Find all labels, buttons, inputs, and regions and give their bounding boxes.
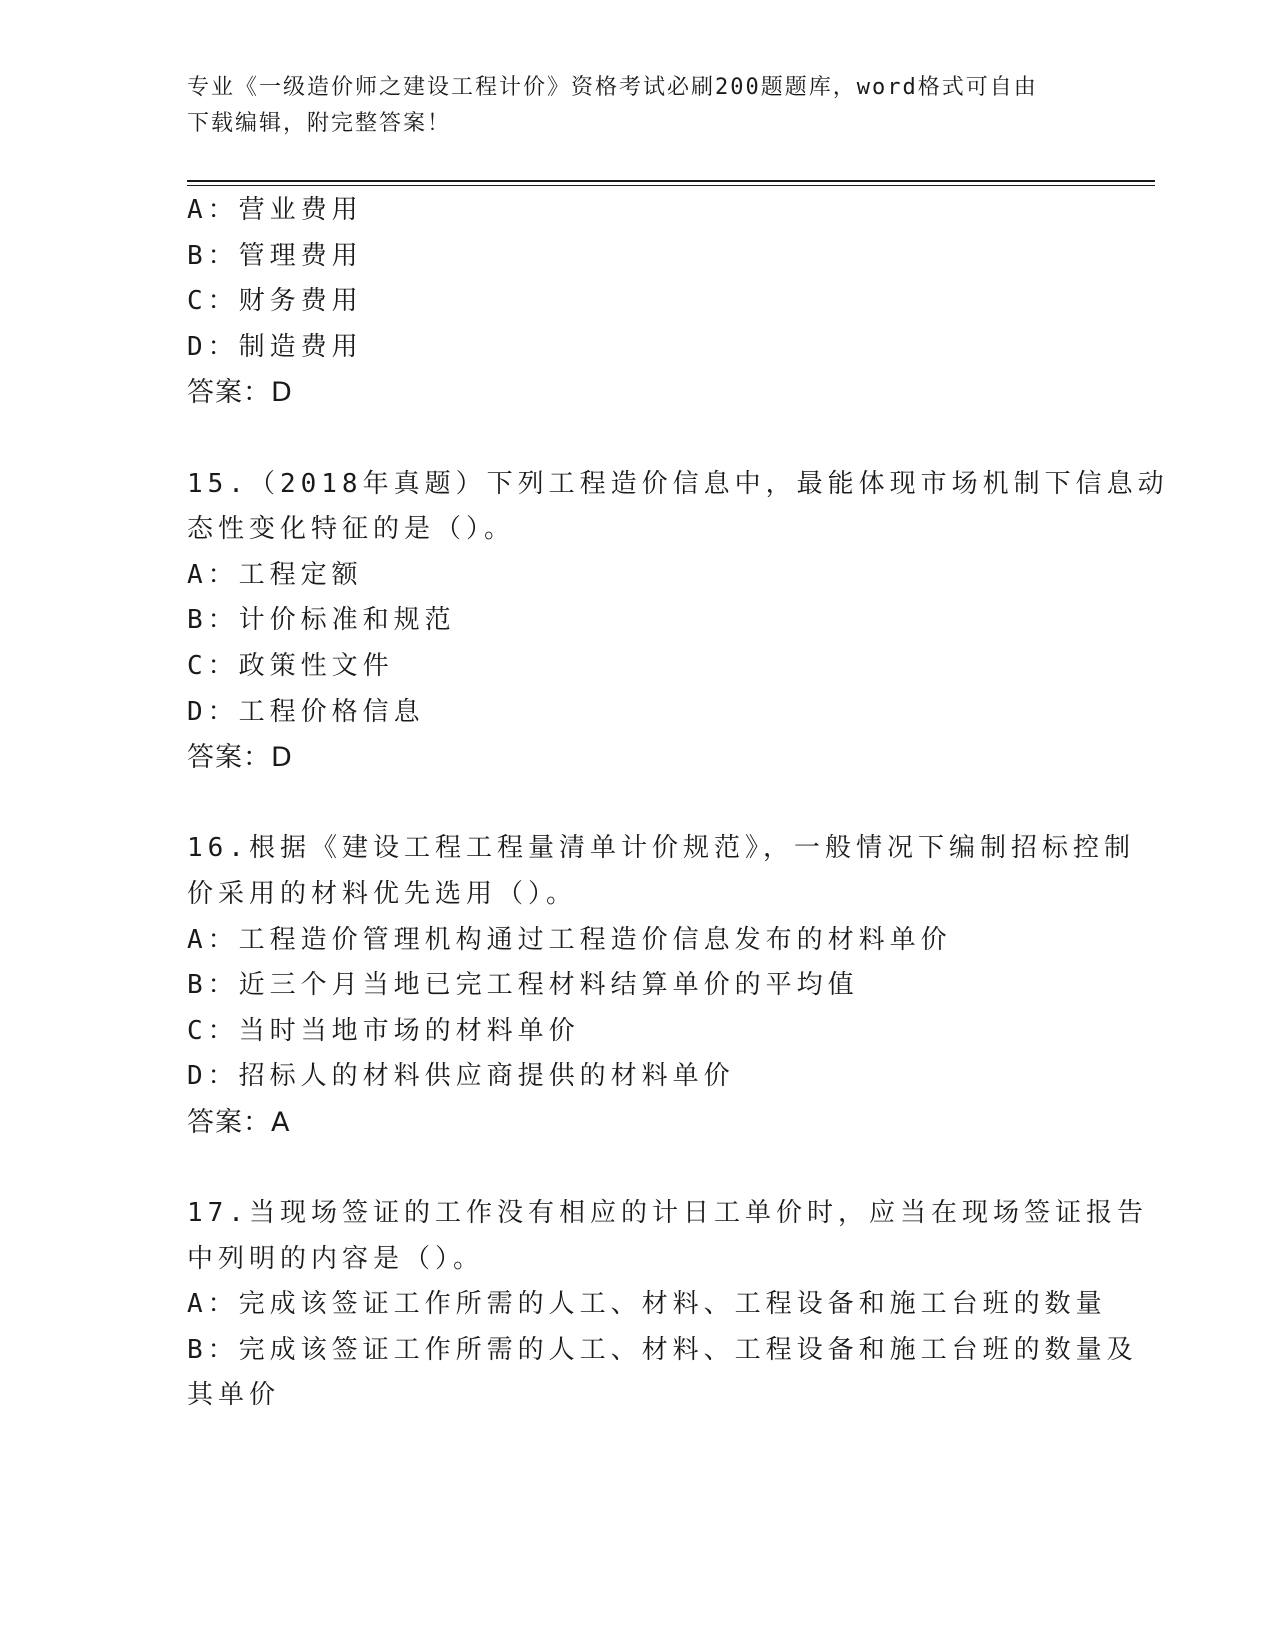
answer-text: 答案：D <box>187 742 293 774</box>
option-b: B：管理费用 <box>187 240 363 271</box>
option-c: C：政策性文件 <box>187 650 394 681</box>
question-stem-line-2: 中列明的内容是（）。 <box>187 1243 485 1274</box>
answer-text: 答案：A <box>187 1106 291 1138</box>
option-b: B：近三个月当地已完工程材料结算单价的平均值 <box>187 970 859 1001</box>
question-item <box>187 1191 1148 1419</box>
question-item <box>187 188 1087 416</box>
header-divider-thin <box>187 185 1155 186</box>
option-b: B：完成该签证工作所需的人工、材料、工程设备和施工台班的数量及 <box>187 1334 1138 1365</box>
question-list <box>187 188 1169 1419</box>
option-c: C：财务费用 <box>187 286 363 317</box>
option-a: A：完成该签证工作所需的人工、材料、工程设备和施工台班的数量 <box>187 1289 1107 1320</box>
option-a: A：工程造价管理机构通过工程造价信息发布的材料单价 <box>187 924 952 955</box>
question-stem-line-2: 价采用的材料优先选用（）。 <box>187 878 578 909</box>
spacer <box>187 1145 1087 1191</box>
question-stem-line-1: 15.（2018年真题）下列工程造价信息中，最能体现市场机制下信息动 <box>187 468 1169 499</box>
option-a: A：营业费用 <box>187 195 363 225</box>
option-b-continued: 其单价 <box>187 1380 281 1411</box>
spacer <box>187 416 1087 462</box>
header-line-1: 专业《一级造价师之建设工程计价》资格考试必刷200题题库，word格式可自由 <box>187 75 1038 100</box>
option-d: D：制造费用 <box>187 331 363 362</box>
question-stem-line-2: 态性变化特征的是（）。 <box>187 514 516 545</box>
spacer <box>187 781 1087 827</box>
option-d: D：招标人的材料供应商提供的材料单价 <box>187 1061 735 1092</box>
header-line-2: 下载编辑，附完整答案！ <box>187 111 452 136</box>
option-b: B：计价标准和规范 <box>187 605 456 636</box>
answer-text: 答案：D <box>187 377 293 409</box>
question-stem-line-1: 17.当现场签证的工作没有相应的计日工单价时，应当在现场签证报告 <box>187 1198 1148 1229</box>
header-divider-thick <box>187 180 1155 182</box>
option-d: D：工程价格信息 <box>187 696 425 727</box>
option-c: C：当时当地市场的材料单价 <box>187 1015 580 1046</box>
question-stem-line-1: 16.根据《建设工程工程量清单计价规范》，一般情况下编制招标控制 <box>187 833 1135 864</box>
question-item <box>187 826 1135 1145</box>
option-a: A：工程定额 <box>187 559 363 590</box>
question-item <box>187 462 1169 781</box>
document-header <box>187 70 1067 142</box>
